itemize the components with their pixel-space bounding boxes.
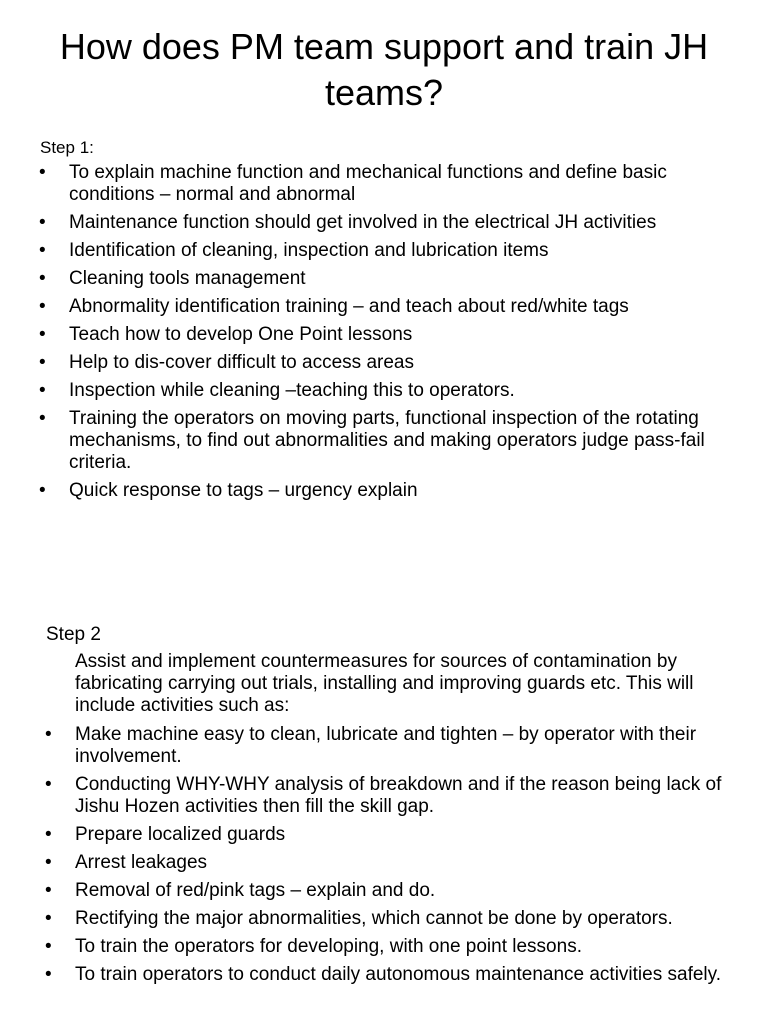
list-item-text: Inspection while cleaning –teaching this to operators. [69,380,515,401]
list-item [45,852,735,874]
bullet-icon: • [45,908,52,929]
list-item [39,324,739,346]
list-item [45,774,735,818]
bullet-icon: • [39,324,46,345]
list-item-text: Identification of cleaning, inspection and lubrication items [69,240,549,261]
bullet-icon: • [39,268,46,289]
bullet-icon: • [39,296,46,317]
bullet-icon: • [39,408,46,429]
bullet-icon: • [45,774,52,795]
list-item-text: To train the operators for developing, with one point lessons. [75,936,582,957]
bullet-icon: • [39,480,46,501]
bullet-icon: • [45,936,52,957]
list-item-text: Make machine easy to clean, lubricate and tighten – by operator with their involvement. [75,724,697,767]
bullet-icon: • [45,964,52,985]
list-item-text: Training the operators on moving parts, functional inspection of the rotating mechanisms, to find out abnormalities and making operators judge pass-fail criteria. [69,408,705,473]
list-item [39,380,739,402]
page-title: How does PM team support and train JH teams? [59,26,709,113]
step2-list [45,724,735,992]
list-item [39,480,739,502]
list-item [39,212,739,234]
bullet-icon: • [39,352,46,373]
list-item-text: Cleaning tools management [69,268,306,289]
step2-intro: Assist and implement countermeasures for sources of contamination by fabricating carrying out trials, installing and improving guards etc. This will include activities such as: [75,651,694,716]
bullet-icon: • [39,162,46,183]
bullet-icon: • [39,212,46,233]
list-item [45,824,735,846]
bullet-icon: • [39,380,46,401]
list-item [45,936,735,958]
list-item [39,268,739,290]
list-item-text: To train operators to conduct daily autonomous maintenance activities safely. [75,964,721,985]
step2-label: Step 2 [46,624,101,645]
list-item [45,964,735,986]
list-item-text: Prepare localized guards [75,824,286,845]
list-item [45,880,735,902]
list-item [39,240,739,262]
list-item-text: Removal of red/pink tags – explain and do. [75,880,436,901]
list-item-text: To explain machine function and mechanical functions and define basic conditions – normal and abnormal [69,162,667,205]
list-item [39,352,739,374]
list-item-text: Rectifying the major abnormalities, which cannot be done by operators. [75,908,673,929]
list-item-text: Teach how to develop One Point lessons [69,324,413,345]
list-item-text: Arrest leakages [75,852,208,873]
list-item-text: Help to dis-cover difficult to access areas [69,352,414,373]
list-item [45,724,735,768]
step1-list [39,162,739,508]
bullet-icon: • [45,724,52,745]
list-item-text: Maintenance function should get involved in the electrical JH activities [69,212,657,233]
list-item [39,296,739,318]
bullet-icon: • [39,240,46,261]
list-item-text: Conducting WHY-WHY analysis of breakdown and if the reason being lack of Jishu Hozen activities then fill the skill gap. [75,774,722,817]
list-item [39,408,739,474]
list-item [45,908,735,930]
bullet-icon: • [45,852,52,873]
list-item-text: Quick response to tags – urgency explain [69,480,418,501]
bullet-icon: • [45,880,52,901]
list-item [39,162,739,206]
step1-label: Step 1: [40,138,94,157]
list-item-text: Abnormality identification training – and teach about red/white tags [69,296,629,317]
bullet-icon: • [45,824,52,845]
